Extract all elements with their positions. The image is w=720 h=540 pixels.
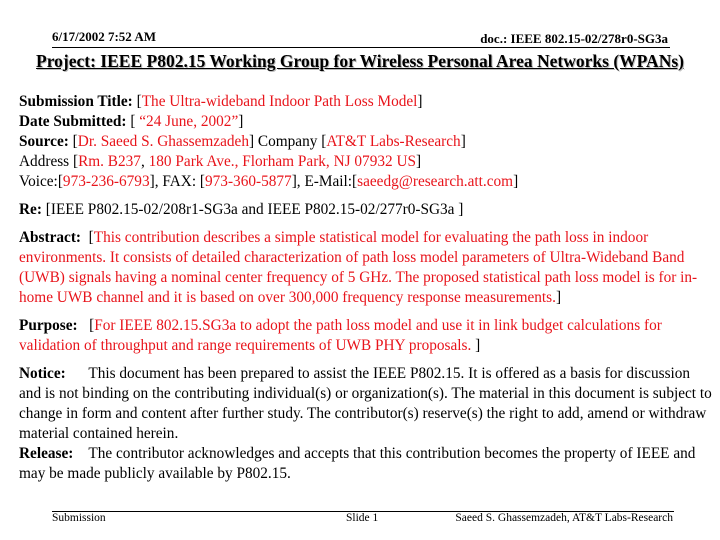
address-room: Rm. B237	[78, 153, 141, 170]
header-date: 6/17/2002 7:52 AM	[52, 29, 156, 44]
date-submitted-value: “24 June, 2002”	[139, 113, 239, 130]
header-doc-id: doc.: IEEE 802.15-02/278r0-SG3a	[480, 31, 668, 46]
address-label: Address	[19, 153, 70, 170]
voice-label: Voice:	[19, 173, 58, 190]
fax-value: 973-360-5877	[205, 173, 292, 190]
fax-label: FAX:	[162, 173, 197, 190]
source-name: Dr. Saeed S. Ghassemzadeh	[77, 133, 249, 150]
notice-text: This document has been prepared to assist the IEEE P802.15. It is offered as a basis for discussion and is not binding on the contributing individual(s) or organization(s). The material in this document is subject to change in form and content after further study. The contributor(s) reserve(s) the right to add, amend or withdraw material contained herein.	[19, 365, 712, 442]
notice-label: Notice:	[19, 365, 66, 382]
email-label: E-Mail:	[304, 173, 353, 190]
company-value: AT&T Labs-Research	[326, 133, 461, 150]
re-label: Re:	[19, 201, 42, 218]
footer-slide-number: Slide 1	[346, 512, 379, 524]
re-line	[19, 200, 715, 220]
date-submitted-line: Date Submitted: [ “24 June, 2002”]	[19, 113, 244, 130]
footer-submission: Submission	[52, 512, 106, 524]
contact-line: Voice:[973-236-6793], FAX: [973-360-5877], E-Mail:[saeedg@research.att.com]	[19, 173, 519, 190]
abstract-label: Abstract:	[19, 229, 82, 246]
company-label: Company	[257, 133, 318, 150]
purpose-text: For IEEE 802.15.SG3a to adopt the path loss model and use it in link budget calculations for validation of throughput and range requirements of UWB PHY proposals.	[19, 317, 662, 354]
release-paragraph	[19, 444, 715, 484]
project-title: Project: IEEE P802.15 Working Group for Wireless Personal Area Networks (WPANs)	[36, 51, 684, 71]
abstract-text: This contribution describes a simple statistical model for evaluating the path loss in indoor environments. It consists of detailed characterization of path loss model parameters of Ultra-Wideband Band (UWB) signals having a nominal center frequency of 5 GHz. The proposed statistical path loss model is for in-home UWB channel and it is based on over 300,000 frequency response measurements.	[19, 229, 698, 306]
purpose-paragraph: Purpose: [For IEEE 802.15.SG3a to adopt the path loss model and use it in link budget calculations for validation of throughput and range requirements of UWB PHY proposals. ]	[19, 317, 662, 354]
address-street: 180 Park Ave., Florham Park, NJ 07932 US	[148, 153, 417, 170]
email-value: saeedg@research.att.com	[357, 173, 514, 190]
date-submitted-label: Date Submitted:	[19, 113, 127, 130]
address-line: Address [Rm. B237, 180 Park Ave., Florham Park, NJ 07932 US]	[19, 153, 422, 170]
purpose-label: Purpose:	[19, 317, 78, 334]
submission-title-line: Submission Title: [The Ultra-wideband Indoor Path Loss Model]	[19, 93, 423, 110]
submission-title-label: Submission Title:	[19, 93, 133, 110]
re-value: [IEEE P802.15-02/208r1-SG3a and IEEE P802.15-02/277r0-SG3a ]	[45, 201, 464, 218]
source-label: Source:	[19, 133, 69, 150]
document-body	[19, 92, 715, 484]
header-rule	[52, 47, 670, 48]
submission-title-value: The Ultra-wideband Indoor Path Loss Model	[141, 93, 418, 110]
source-line: Source: [Dr. Saeed S. Ghassemzadeh] Company [AT&T Labs-Research]	[19, 133, 466, 150]
release-label: Release:	[19, 445, 74, 462]
release-text: The contributor acknowledges and accepts that this contribution becomes the property of IEEE and may be made publicly available by P802.15.	[19, 445, 696, 482]
voice-value: 973-236-6793	[62, 173, 150, 190]
abstract-paragraph: Abstract: [This contribution describes a simple statistical model for evaluating the path loss in indoor environments. It consists of detailed characterization of path loss model parameters of Ultra-Wideband Band (UWB) signals having a nominal center frequency of 5 GHz. The proposed statistical path loss model is for in-home UWB channel and it is based on over 300,000 frequency response measurements.]	[19, 229, 698, 306]
notice-paragraph	[19, 364, 715, 444]
footer-author: Saeed S. Ghassemzadeh, AT&T Labs-Research	[455, 512, 673, 524]
